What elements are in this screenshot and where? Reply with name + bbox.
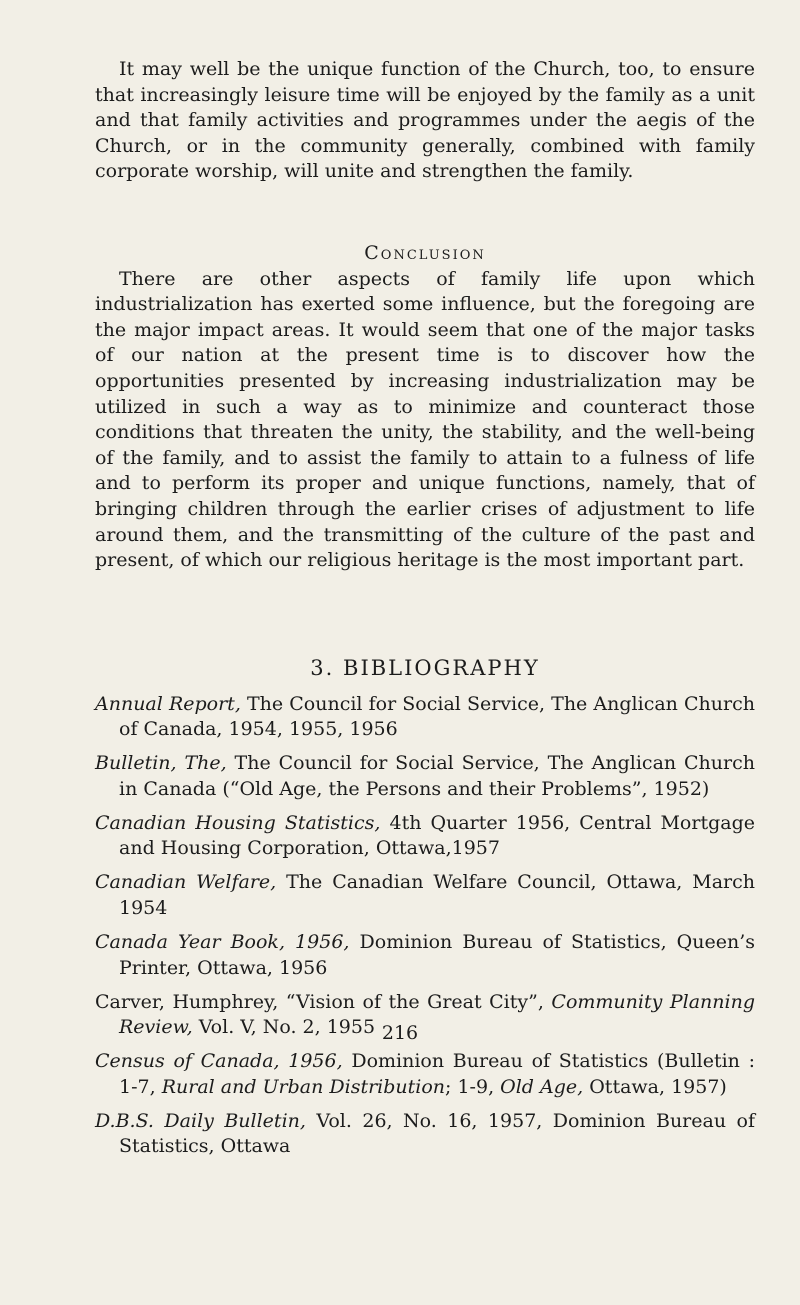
bibliography-entry-text: 4th Quarter 1956, Central Mortgage and Housing Corporation, Ottawa,1957	[119, 811, 755, 860]
bibliography-entry-title: Rural and Urban Distribution	[161, 1075, 446, 1098]
bibliography-entry	[95, 811, 755, 862]
bibliography-entry	[95, 751, 755, 802]
page-number: 216	[381, 1022, 419, 1044]
bibliography-entry-text: Ottawa, 1957)	[583, 1075, 727, 1098]
bibliography-entry-title: Canada Year Book, 1956,	[95, 931, 350, 953]
bibliography-entry	[95, 1109, 755, 1160]
bibliography-entry-title: Annual Report,	[95, 692, 241, 715]
bibliography-heading: 3. BIBLIOGRAPHY	[310, 655, 540, 680]
bibliography-entry-title: Bulletin, The,	[95, 752, 227, 775]
bibliography-list	[95, 692, 755, 1160]
bibliography-entry	[95, 870, 755, 921]
bibliography-entry	[95, 692, 755, 743]
bibliography-entry-title: Canadian Welfare,	[95, 871, 277, 894]
bibliography-entry-text: Vol. 26, No. 16, 1957, Dominion Bureau of Statistics, Ottawa	[119, 1109, 755, 1158]
bibliography-entry-text: The Council for Social Service, The Anglican Church of Canada, 1954, 1955, 1956	[119, 692, 755, 741]
bibliography-entry-title: Old Age,	[500, 1075, 584, 1098]
bibliography-entry-text: Vol. V, No. 2, 1955	[192, 1016, 376, 1039]
conclusion-paragraph: There are other aspects of family life upon which industrialization has exerted some influence, but the foregoing are the major impact areas. It would seem that one of the major tasks of our nation at the present time is to discover how the opportunities presented by increasing industrialization may be utilized in such a way as to minimize and counteract those conditions that threaten the unity, the stability, and the well-being of the family, and to assist the family to attain to a fulness of life and to perform its proper and unique functions, namely, that of bringing children through the earlier crises of adjustment to life around them, and the transmitting of the culture of the past and present, of which our religious heritage is the most important part.	[95, 267, 755, 572]
bibliography-entry-title: D.B.S. Daily Bulletin,	[95, 1109, 306, 1132]
page-content	[95, 57, 755, 1168]
conclusion-heading: Conclusion	[364, 241, 486, 264]
bibliography-entry-title: Census of Canada, 1956,	[95, 1050, 343, 1073]
bibliography-entry	[95, 1049, 755, 1100]
bibliography-entry-text: ; 1-9,	[445, 1075, 501, 1098]
intro-paragraph: It may well be the unique function of the Church, too, to ensure that increasingly leisure time will be enjoyed by the family as a unit and that family activities and programmes under the aegis of the Church, or in the community generally, combined with family corporate worship, will unite and strengthen the family.	[95, 58, 755, 183]
bibliography-entry-title: Canadian Housing Statistics,	[95, 811, 381, 834]
bibliography-entry-text: Dominion Bureau of Statistics, Queen’s Printer, Ottawa, 1956	[119, 931, 755, 979]
bibliography-entry-text: Carver, Humphrey, “Vision of the Great City”,	[95, 990, 552, 1013]
bibliography-entry-text: Dominion Bureau of Statistics (Bulletin : 1-7,	[119, 1050, 755, 1098]
bibliography-entry-text: The Canadian Welfare Council, Ottawa, March 1954	[119, 871, 755, 920]
bibliography-entry-title: Community Planning Review,	[119, 990, 755, 1039]
bibliography-entry	[95, 930, 755, 981]
bibliography-entry-text: The Council for Social Service, The Anglican Church in Canada (“Old Age, the Persons and their Problems”, 1952)	[119, 752, 755, 800]
